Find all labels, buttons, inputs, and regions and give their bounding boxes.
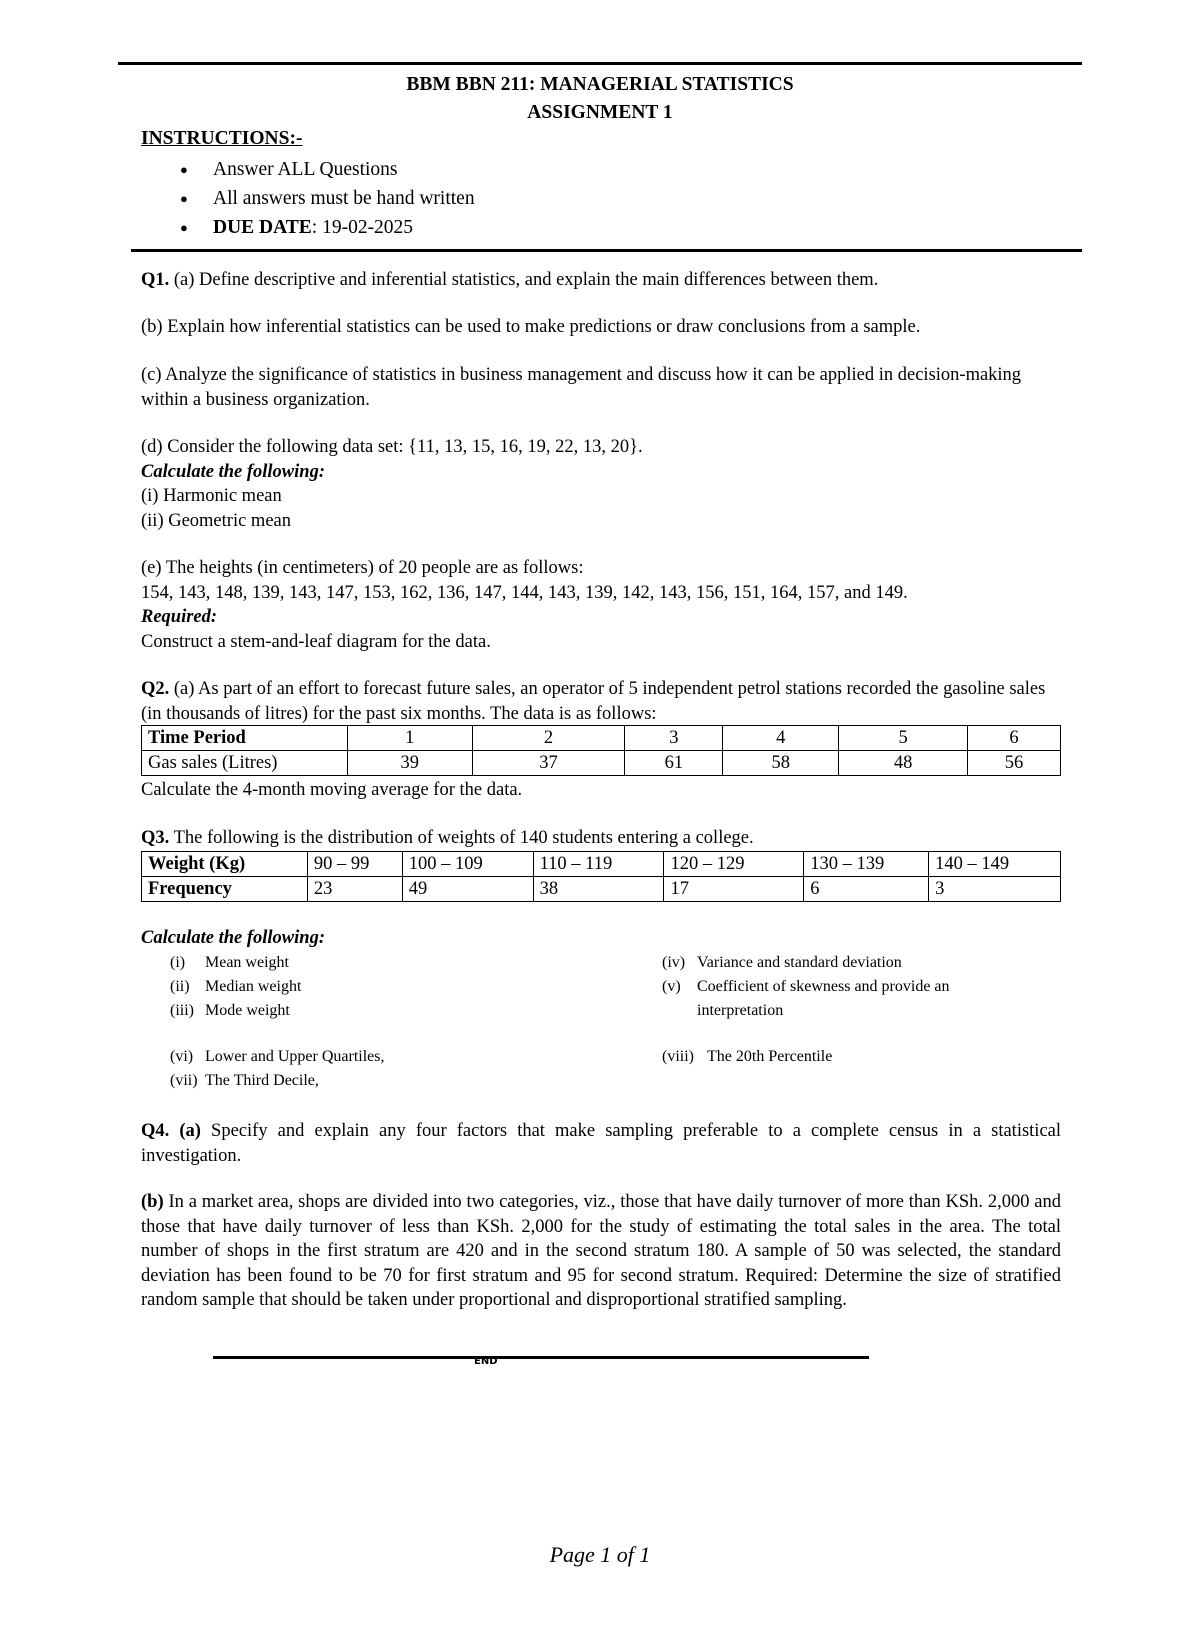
table-cell: 48	[839, 751, 968, 776]
q1-e: (e) The heights (in centimeters) of 20 people are as follows:	[141, 558, 584, 578]
gas-sales-table	[141, 725, 1061, 776]
q3-item-vi	[170, 1048, 385, 1066]
table-cell-header: Gas sales (Litres)	[142, 751, 348, 776]
item-number: (ii)	[170, 978, 190, 995]
item-number: (viii)	[662, 1048, 694, 1065]
table-cell: 100 – 109	[402, 852, 533, 877]
table-cell: 6	[968, 726, 1061, 751]
q3-calc-heading: Calculate the following:	[141, 928, 325, 948]
item-number: (v)	[662, 978, 681, 995]
table-row	[142, 852, 1061, 877]
table-row	[142, 877, 1061, 902]
q1-d-ii: (ii) Geometric mean	[141, 511, 291, 531]
q3-item-v	[662, 978, 950, 996]
table-cell: 17	[664, 877, 804, 902]
end-rule	[213, 1356, 869, 1359]
table-cell: 140 – 149	[929, 852, 1061, 877]
item-text: Mode weight	[205, 1002, 290, 1019]
q3-item-viii	[662, 1048, 832, 1066]
instruction-item-due	[180, 213, 475, 242]
q1-a	[141, 268, 1061, 293]
end-label: END	[474, 1356, 498, 1367]
q1-e-task: Construct a stem-and-leaf diagram for the data.	[141, 632, 491, 652]
item-text: Variance and standard deviation	[697, 954, 902, 971]
q4-a-text: Specify and explain any four factors that make sampling preferable to a complete census in a statistical investigation.	[141, 1121, 1062, 1166]
table-cell: 39	[347, 751, 472, 776]
assignment-title: ASSIGNMENT 1	[527, 102, 673, 123]
instruction-item: ● All answers must be hand written	[180, 184, 475, 213]
course-title: BBM BBN 211: MANAGERIAL STATISTICS	[406, 74, 794, 95]
q1-d: (d) Consider the following data set: {11, 13, 15, 16, 19, 22, 13, 20}.	[141, 437, 643, 457]
table-cell-header: Frequency	[142, 877, 308, 902]
table-cell-header: Time Period	[142, 726, 348, 751]
table-cell: 6	[804, 877, 929, 902]
table-cell: 3	[625, 726, 723, 751]
q1-b: (b) Explain how inferential statistics can be used to make predictions or draw conclusions from a sample.	[141, 317, 921, 337]
item-number: (vi)	[170, 1048, 194, 1065]
q4-b	[141, 1190, 1061, 1313]
weights-table	[141, 851, 1061, 902]
instructions-heading	[141, 128, 302, 150]
table-row	[142, 726, 1061, 751]
table-cell: 56	[968, 751, 1061, 776]
q3-item-iv	[662, 954, 902, 972]
table-cell: 2	[472, 726, 625, 751]
table-cell: 3	[929, 877, 1061, 902]
q3-item-v-continued: interpretation	[697, 1002, 784, 1019]
instruction-item: ● Answer ALL Questions	[180, 155, 475, 184]
q1-d-i: (i) Harmonic mean	[141, 486, 282, 506]
q3-item-vii	[170, 1072, 319, 1090]
q1-e-data: 154, 143, 148, 139, 143, 147, 153, 162, 136, 147, 144, 143, 139, 142, 143, 156, 151, 164, 157, and 149.	[141, 583, 908, 603]
table-cell: 120 – 129	[664, 852, 804, 877]
q3-intro-text: The following is the distribution of weights of 140 students entering a college.	[173, 828, 754, 848]
table-cell: 90 – 99	[307, 852, 402, 877]
q1-e-required: Required:	[141, 607, 218, 627]
table-cell: 38	[533, 877, 664, 902]
item-number: (vii)	[170, 1072, 198, 1089]
item-number: (iii)	[170, 1002, 194, 1019]
q1-d-calc-heading: Calculate the following:	[141, 462, 325, 482]
q3-label: Q3.	[141, 828, 170, 848]
table-cell: 23	[307, 877, 402, 902]
table-row	[142, 751, 1061, 776]
item-number: (i)	[170, 954, 186, 971]
q4-a	[141, 1119, 1061, 1168]
q2-a-text: (a) As part of an effort to forecast future sales, an operator of 5 independent petrol stations recorded the gasoline sales (in thousands of litres) for the past six months. The data is as follows:	[141, 679, 1046, 724]
q3-item-ii	[170, 978, 301, 996]
item-text: The 20th Percentile	[707, 1048, 833, 1065]
q4-a-label: (a)	[179, 1121, 201, 1141]
q4-b-label: (b)	[141, 1192, 164, 1212]
item-number: (iv)	[662, 954, 686, 971]
q1-label: Q1.	[141, 270, 170, 290]
item-text: Median weight	[205, 978, 302, 995]
table-cell-header: Weight (Kg)	[142, 852, 308, 877]
q3-item-iii	[170, 1002, 290, 1020]
table-cell: 110 – 119	[533, 852, 664, 877]
item-text: Mean weight	[205, 954, 289, 971]
due-date-label: DUE DATE	[213, 217, 312, 238]
table-cell: 37	[472, 751, 625, 776]
item-text: Coefficient of skewness and provide an	[697, 978, 950, 995]
instructions-list	[180, 155, 475, 242]
item-text: The Third Decile,	[205, 1072, 319, 1089]
q2-a	[141, 677, 1061, 726]
q1-c: (c) Analyze the significance of statistics in business management and discuss how it can be applied in decision-making within a business organization.	[141, 365, 1022, 410]
header-bottom-rule	[131, 249, 1082, 252]
table-cell: 130 – 139	[804, 852, 929, 877]
top-rule	[118, 62, 1082, 65]
instructions-heading-text: INSTRUCTIONS:-	[141, 128, 303, 149]
table-cell: 5	[839, 726, 968, 751]
item-text: Lower and Upper Quartiles,	[205, 1048, 385, 1065]
q3-item-i	[170, 954, 289, 972]
table-cell: 49	[402, 877, 533, 902]
table-cell: 61	[625, 751, 723, 776]
q3-intro	[141, 826, 1061, 851]
q1-a-text: (a) Define descriptive and inferential statistics, and explain the main differences between them.	[173, 270, 879, 290]
table-cell: 4	[723, 726, 839, 751]
q4-b-text: In a market area, shops are divided into two categories, viz., those that have daily turnover of more than KSh. 2,000 and those that have daily turnover of less than KSh. 2,000 for the study of estimating the total sales in the area. The total number of shops in the first stratum are 420 and in the second stratum 180. A sample of 50 was selected, the standard deviation has been found to be 70 for first stratum and 95 for second stratum. Required: Determine the size of stratified random sample that should be taken under proportional and disproportional stratified sampling.	[141, 1192, 1061, 1310]
table-cell: 58	[723, 751, 839, 776]
table-cell: 1	[347, 726, 472, 751]
page-number: Page 1 of 1	[549, 1542, 651, 1567]
due-date-value: : 19-02-2025	[311, 217, 414, 238]
q4-label: Q4.	[141, 1121, 170, 1141]
q2-label: Q2.	[141, 679, 170, 699]
q2-task: Calculate the 4-month moving average for the data.	[141, 780, 523, 800]
